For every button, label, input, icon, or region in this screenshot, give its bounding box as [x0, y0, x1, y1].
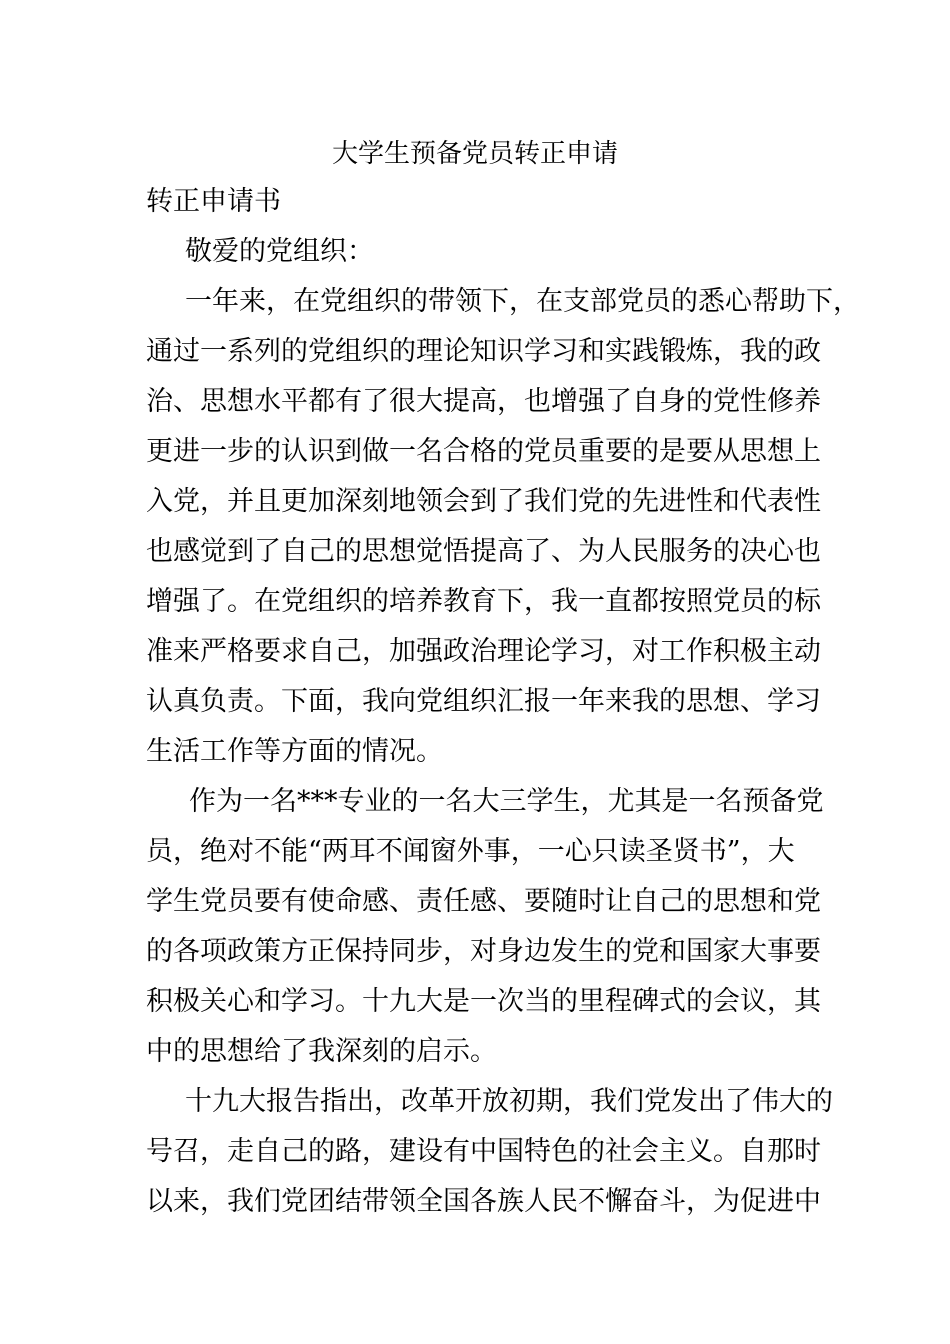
paragraph-line: 更进一步的认识到做一名合格的党员重要的是要从思想上 [146, 436, 821, 467]
document-heading: 转正申请书 [146, 186, 281, 217]
paragraph-line: 十九大报告指出，改革开放初期，我们党发出了伟大的 [185, 1086, 833, 1117]
paragraph-line: 员，绝对不能“两耳不闻窗外事，一心只读圣贤书”，大 [146, 836, 795, 867]
paragraph-line: 通过一系列的党组织的理论知识学习和实践锻炼，我的政 [146, 336, 821, 367]
document-title: 大学生预备党员转正申请 [331, 139, 618, 169]
paragraph-line: 准来严格要求自己，加强政治理论学习，对工作积极主动 [146, 636, 821, 667]
paragraph-line: 的各项政策方正保持同步，对身边发生的党和国家大事要 [146, 936, 821, 967]
paragraph-line: 增强了。在党组织的培养教育下，我一直都按照党员的标 [146, 586, 821, 617]
paragraph-line: 生活工作等方面的情况。 [146, 736, 443, 767]
paragraph-line: 也感觉到了自己的思想觉悟提高了、为人民服务的决心也 [146, 536, 821, 567]
paragraph-line: 学生党员要有使命感、责任感、要随时让自己的思想和党 [146, 886, 821, 917]
paragraph-line: 一年来，在党组织的带领下，在支部党员的悉心帮助下， [185, 286, 860, 317]
paragraph-line: 积极关心和学习。十九大是一次当的里程碑式的会议，其 [146, 986, 821, 1017]
paragraph-line: 号召，走自己的路，建设有中国特色的社会主义。自那时 [146, 1136, 821, 1167]
paragraph-line: 认真负责。下面，我向党组织汇报一年来我的思想、学习 [146, 686, 821, 717]
paragraph-line: 作为一名***专业的一名大三学生，尤其是一名预备党 [189, 786, 824, 817]
salutation: 敬爱的党组织： [185, 236, 374, 267]
paragraph-line: 入党，并且更加深刻地领会到了我们党的先进性和代表性 [146, 486, 821, 517]
paragraph-line: 治、思想水平都有了很大提高，也增强了自身的党性修养 [146, 386, 821, 417]
paragraph-line: 以来，我们党团结带领全国各族人民不懈奋斗，为促进中 [146, 1186, 821, 1217]
paragraph-line: 中的思想给了我深刻的启示。 [146, 1036, 497, 1067]
